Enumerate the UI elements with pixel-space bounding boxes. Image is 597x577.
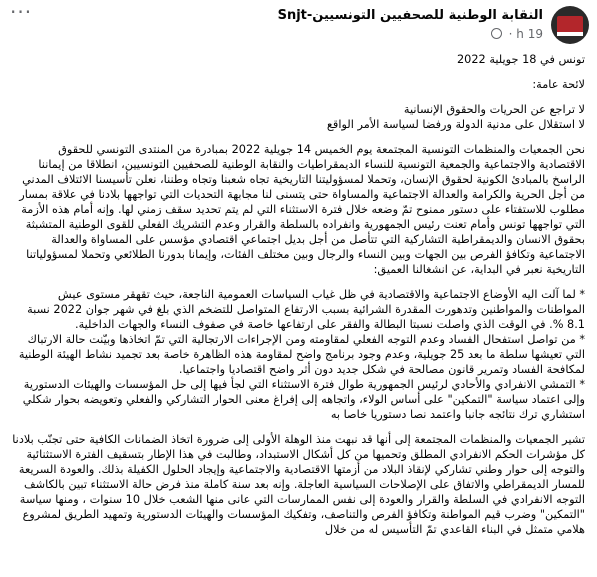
- date-line: تونس في 18 جويلية 2022: [456, 53, 585, 66]
- slogan-line: لا تراجع عن الحريات والحقوق الإنسانية: [403, 103, 585, 116]
- addressee: لائحة عامة:: [532, 78, 585, 91]
- paragraph: نحن الجمعيات والمنظمات التونسية المجتمعة يوم الخميس 14 جويلية 2022 بمبادرة من المنتدى التونسي للحقوق الاقتصادية والاجتماعية والجمعية التونسية للنساء الديمقراطيات والنقابة الوطنية للصحفيين التونسيين، انطلاقا من إيماننا الراسخ بالمبادئ الكونية لحقوق الإنسان، وتحملا لمسؤوليتنا التاريخية تجاه شعبنا وتجاه وطننا، نعلن تأسيسنا الائتلاف المدني من أجل الحرية والكرامة والعدالة الاجتماعية والمساواة حتى يتسنى لنا مجابهة التحديات التي تواجهها بلادنا في علاقة بمسار مطلوب للاستفتاء على دستور ممنوح تمّ وضعه خلال فترة الاستثناء التي لم يتم تحديد سقف زمني لها. وإنه أمام هذه الأزمة التي تواجهها تونس وأمام تعنت رئيس الجمهورية وانفراده بالسلطة والقرار وعدم التشريك الفعلي للقوى الوطنية المتشبثة بحقوق الانسان والديمقراطية التشاركية التي تتأصل من أجل بديل اجتماعي اقتصادي مؤسس على المساواة والعدالة الاجتماعية وتكافؤ الفرص بين الجهات وبين النساء والرجال وبين مختلف الفئات، وإيمانا بدورنا الطلائعي وتحملا لمسؤولياتنا التاريخية نعبر في البداية، عن انشغالنا العميق:: [19, 143, 585, 276]
- slogan-line: لا استقلال على مدنية الدولة ورفضا لسياسة الأمر الواقع: [326, 118, 585, 131]
- page-name[interactable]: النقابة الوطنية للصحفيين التونسيين-Snjt: [277, 8, 543, 23]
- logo-white-stripe: [557, 32, 583, 36]
- avatar[interactable]: [551, 6, 589, 44]
- post-body: [12, 52, 585, 537]
- post-meta: 19 h ·: [488, 27, 543, 41]
- bullet-item: * التمشي الانفرادي والأحادي لرئيس الجمهورية طوال فترة الاستثناء التي لجأ فيها إلى حل المؤسسات والهيئات الدستورية وإلى اعتماد سياسة "التمكين" على أساس الولاء، واتجاهه إلى إفراغ معنى الحوار التشاركي والفعلي وتعويضه بحوار شكلي استشاري ترك نتائجه جانبا واعتمد نصا دستوريا خاصا به: [22, 378, 585, 421]
- globe-icon: [491, 28, 502, 39]
- post-header: [0, 0, 597, 50]
- more-options-icon[interactable]: ···: [10, 0, 33, 24]
- paragraph: تشير الجمعيات والمنظمات المجتمعة إلى أنها قد نبهت منذ الوهلة الأولى إلى ضرورة اتخاذ الضمانات الكافية حتى تجنّب بلادنا كل مؤشرات الحكم الانفرادي المطلق وتحميها من كل أشكال الاستبداد، وطالبت في هذا الإطار بتسقيف الفترة الاستثنائية والتوجه إلى حوار وطني تشاركي لإنقاذ البلاد من أزمتها الاقتصادية والاجتماعية وإيجاد الحلول الكفيلة بذلك. والعودة السريعة للمسار الديمقراطي والاتفاق على الإصلاحات السياسية العاجلة. وإنه بعد سنة كاملة منذ فرض حالة الاستثناء تبين بالكاشف التوجه الانفرادي في السلطة والقرار والعودة إلى نفس الممارسات التي عانى منها الشعب خلال 10 سنوات ، ومنها سياسة "التمكين" وضرب قيم المواطنة وتكافؤ الفرص والتناصف، وتفكيك المؤسسات والهيئات الدستورية وتمهيد الطريق لمشروع هلامي متمثل في البناء القاعدي تمّ التأسيس له من خلال: [12, 433, 585, 536]
- bullet-item: * من تواصل استفحال الفساد وعدم التوجه الفعلي لمقاومته ومن الإجراءات الارتجالية التي تمّ اتخاذها وبيّنت حالة الارتباك التي تعيشها سلطة ما بعد 25 جويلية، وعدم وجود برنامج واضح لمقاومة هذه الظاهرة خاصة بعد تجميد نشاط الهيئة الوطنية لمكافحة الفساد وتمرير قانون مصالحة في شكل جديد دون أثر واضح اقتصاديا واجتماعيا.: [18, 333, 585, 376]
- bullet-item: * لما آلت اليه الأوضاع الاجتماعية والاقتصادية في ظل غياب السياسات العمومية الناجعة، حيث تقهقر مستوى عيش المواطنات والمواطنين وتدهورت المقدرة الشرائية بسبب الارتفاع المتواصل للتضخم الذي بلغ في شهر جوان 2022 نسبة 8.1 %. في الوقت الذي واصلت نسبتا البطالة والفقر على ارتفاعها خاصة في صفوف النساء والجهات الداخلية.: [27, 288, 585, 331]
- post-time[interactable]: 19 h: [516, 27, 543, 41]
